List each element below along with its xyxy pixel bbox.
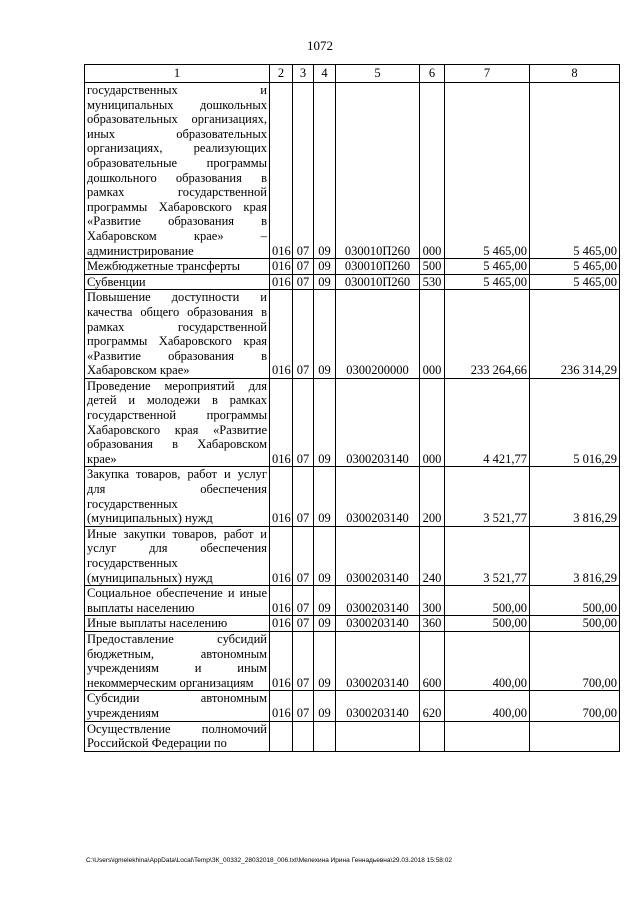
grbs-cell: 016 bbox=[270, 259, 293, 275]
grbs-cell: 016 bbox=[270, 83, 293, 259]
table-header-row bbox=[85, 65, 620, 83]
grbs-cell: 016 bbox=[270, 378, 293, 467]
table-row bbox=[85, 274, 620, 290]
amount-2-cell: 5 016,29 bbox=[530, 378, 620, 467]
amount-1-cell: 3 521,77 bbox=[445, 467, 530, 526]
grbs-cell: 016 bbox=[270, 691, 293, 721]
name-cell: Субсидии автономным учреждениям bbox=[85, 691, 270, 721]
target-article-cell: 0300203140 bbox=[336, 526, 420, 585]
name-cell: Межбюджетные трансферты bbox=[85, 259, 270, 275]
column-header: 2 bbox=[270, 65, 293, 83]
table-row bbox=[85, 631, 620, 690]
file-path-footer: C:\Users\igmelekhina\AppData\Local\Temp\ЗК_00332_28032018_006.txt\Мелехина Ирина Геннадьевна\29.03.2018 15:58:02 bbox=[86, 857, 452, 864]
column-header: 1 bbox=[85, 65, 270, 83]
name-cell: Осуществление полномочий Российской Федерации по bbox=[85, 721, 270, 751]
amount-2-cell: 500,00 bbox=[530, 616, 620, 632]
expense-type-cell: 600 bbox=[420, 631, 445, 690]
target-article-cell: 0300200000 bbox=[336, 290, 420, 379]
amount-2-cell: 236 314,29 bbox=[530, 290, 620, 379]
grbs-cell: 016 bbox=[270, 467, 293, 526]
name-cell: Проведение мероприятий для детей и молодежи в рамках государственной программы Хабаровского края «Развитие образования в Хабаровском крае» bbox=[85, 378, 270, 467]
expense-type-cell bbox=[420, 721, 445, 751]
section-cell: 07 bbox=[293, 631, 314, 690]
section-cell: 07 bbox=[293, 616, 314, 632]
expense-type-cell: 500 bbox=[420, 259, 445, 275]
page-number: 1072 bbox=[307, 38, 333, 53]
section-cell: 07 bbox=[293, 378, 314, 467]
amount-2-cell: 3 816,29 bbox=[530, 526, 620, 585]
table-row bbox=[85, 691, 620, 721]
amount-1-cell: 233 264,66 bbox=[445, 290, 530, 379]
grbs-cell: 016 bbox=[270, 631, 293, 690]
expense-type-cell: 620 bbox=[420, 691, 445, 721]
amount-2-cell bbox=[530, 721, 620, 751]
subsection-cell: 09 bbox=[314, 467, 336, 526]
expense-type-cell: 240 bbox=[420, 526, 445, 585]
column-header: 7 bbox=[445, 65, 530, 83]
expense-type-cell: 360 bbox=[420, 616, 445, 632]
subsection-cell: 09 bbox=[314, 526, 336, 585]
name-cell: Иные выплаты населению bbox=[85, 616, 270, 632]
target-article-cell: 030010П260 bbox=[336, 259, 420, 275]
amount-1-cell: 5 465,00 bbox=[445, 259, 530, 275]
amount-1-cell: 5 465,00 bbox=[445, 274, 530, 290]
amount-1-cell: 400,00 bbox=[445, 631, 530, 690]
amount-1-cell: 5 465,00 bbox=[445, 83, 530, 259]
grbs-cell: 016 bbox=[270, 274, 293, 290]
table-row bbox=[85, 378, 620, 467]
section-cell: 07 bbox=[293, 467, 314, 526]
grbs-cell bbox=[270, 721, 293, 751]
target-article-cell: 0300203140 bbox=[336, 378, 420, 467]
section-cell: 07 bbox=[293, 274, 314, 290]
name-cell: Субвенции bbox=[85, 274, 270, 290]
name-cell: Повышение доступности и качества общего образования в рамках государственной программы Хабаровского края «Развитие образования в Хабаровском крае» bbox=[85, 290, 270, 379]
subsection-cell: 09 bbox=[314, 290, 336, 379]
subsection-cell: 09 bbox=[314, 631, 336, 690]
subsection-cell: 09 bbox=[314, 616, 336, 632]
amount-1-cell bbox=[445, 721, 530, 751]
amount-2-cell: 5 465,00 bbox=[530, 274, 620, 290]
table-row bbox=[85, 290, 620, 379]
name-cell: Социальное обеспечение и иные выплаты населению bbox=[85, 586, 270, 616]
target-article-cell: 030010П260 bbox=[336, 274, 420, 290]
subsection-cell: 09 bbox=[314, 378, 336, 467]
expense-type-cell: 300 bbox=[420, 586, 445, 616]
amount-1-cell: 4 421,77 bbox=[445, 378, 530, 467]
grbs-cell: 016 bbox=[270, 526, 293, 585]
section-cell bbox=[293, 721, 314, 751]
table-row bbox=[85, 526, 620, 585]
name-cell: Предоставление субсидий бюджетным, автономным учреждениям и иным некоммерческим организациям bbox=[85, 631, 270, 690]
table-row bbox=[85, 83, 620, 259]
amount-2-cell: 5 465,00 bbox=[530, 259, 620, 275]
amount-2-cell: 500,00 bbox=[530, 586, 620, 616]
name-cell: Закупка товаров, работ и услуг для обеспечения государственных (муниципальных) нужд bbox=[85, 467, 270, 526]
grbs-cell: 016 bbox=[270, 586, 293, 616]
amount-1-cell: 3 521,77 bbox=[445, 526, 530, 585]
grbs-cell: 016 bbox=[270, 290, 293, 379]
column-header: 5 bbox=[336, 65, 420, 83]
target-article-cell: 0300203140 bbox=[336, 631, 420, 690]
column-header: 3 bbox=[293, 65, 314, 83]
section-cell: 07 bbox=[293, 526, 314, 585]
target-article-cell: 0300203140 bbox=[336, 616, 420, 632]
target-article-cell: 0300203140 bbox=[336, 586, 420, 616]
subsection-cell: 09 bbox=[314, 586, 336, 616]
amount-2-cell: 700,00 bbox=[530, 631, 620, 690]
table-row bbox=[85, 259, 620, 275]
amount-1-cell: 500,00 bbox=[445, 586, 530, 616]
expense-type-cell: 000 bbox=[420, 83, 445, 259]
column-header: 4 bbox=[314, 65, 336, 83]
expense-type-cell: 200 bbox=[420, 467, 445, 526]
subsection-cell: 09 bbox=[314, 691, 336, 721]
grbs-cell: 016 bbox=[270, 616, 293, 632]
subsection-cell bbox=[314, 721, 336, 751]
target-article-cell bbox=[336, 721, 420, 751]
amount-2-cell: 700,00 bbox=[530, 691, 620, 721]
section-cell: 07 bbox=[293, 691, 314, 721]
column-header: 6 bbox=[420, 65, 445, 83]
amount-1-cell: 400,00 bbox=[445, 691, 530, 721]
amount-2-cell: 5 465,00 bbox=[530, 83, 620, 259]
name-cell: Иные закупки товаров, работ и услуг для обеспечения государственных (муниципальных) нужд bbox=[85, 526, 270, 585]
column-header: 8 bbox=[530, 65, 620, 83]
target-article-cell: 030010П260 bbox=[336, 83, 420, 259]
subsection-cell: 09 bbox=[314, 259, 336, 275]
name-cell: государственных и муниципальных дошкольных образовательных организациях, иных образовательных организациях, реализующих образовательные программы дошкольного образования в рамках государственной программы Хабаровского края «Развитие образования в Хабаровском крае» – администрирование bbox=[85, 83, 270, 259]
section-cell: 07 bbox=[293, 586, 314, 616]
expense-type-cell: 530 bbox=[420, 274, 445, 290]
table-row bbox=[85, 616, 620, 632]
section-cell: 07 bbox=[293, 259, 314, 275]
amount-2-cell: 3 816,29 bbox=[530, 467, 620, 526]
target-article-cell: 0300203140 bbox=[336, 691, 420, 721]
target-article-cell: 0300203140 bbox=[336, 467, 420, 526]
section-cell: 07 bbox=[293, 83, 314, 259]
table-row bbox=[85, 467, 620, 526]
expense-type-cell: 000 bbox=[420, 378, 445, 467]
budget-table bbox=[84, 64, 620, 752]
subsection-cell: 09 bbox=[314, 83, 336, 259]
table-row bbox=[85, 586, 620, 616]
expense-type-cell: 000 bbox=[420, 290, 445, 379]
amount-1-cell: 500,00 bbox=[445, 616, 530, 632]
table-row bbox=[85, 721, 620, 751]
subsection-cell: 09 bbox=[314, 274, 336, 290]
section-cell: 07 bbox=[293, 290, 314, 379]
